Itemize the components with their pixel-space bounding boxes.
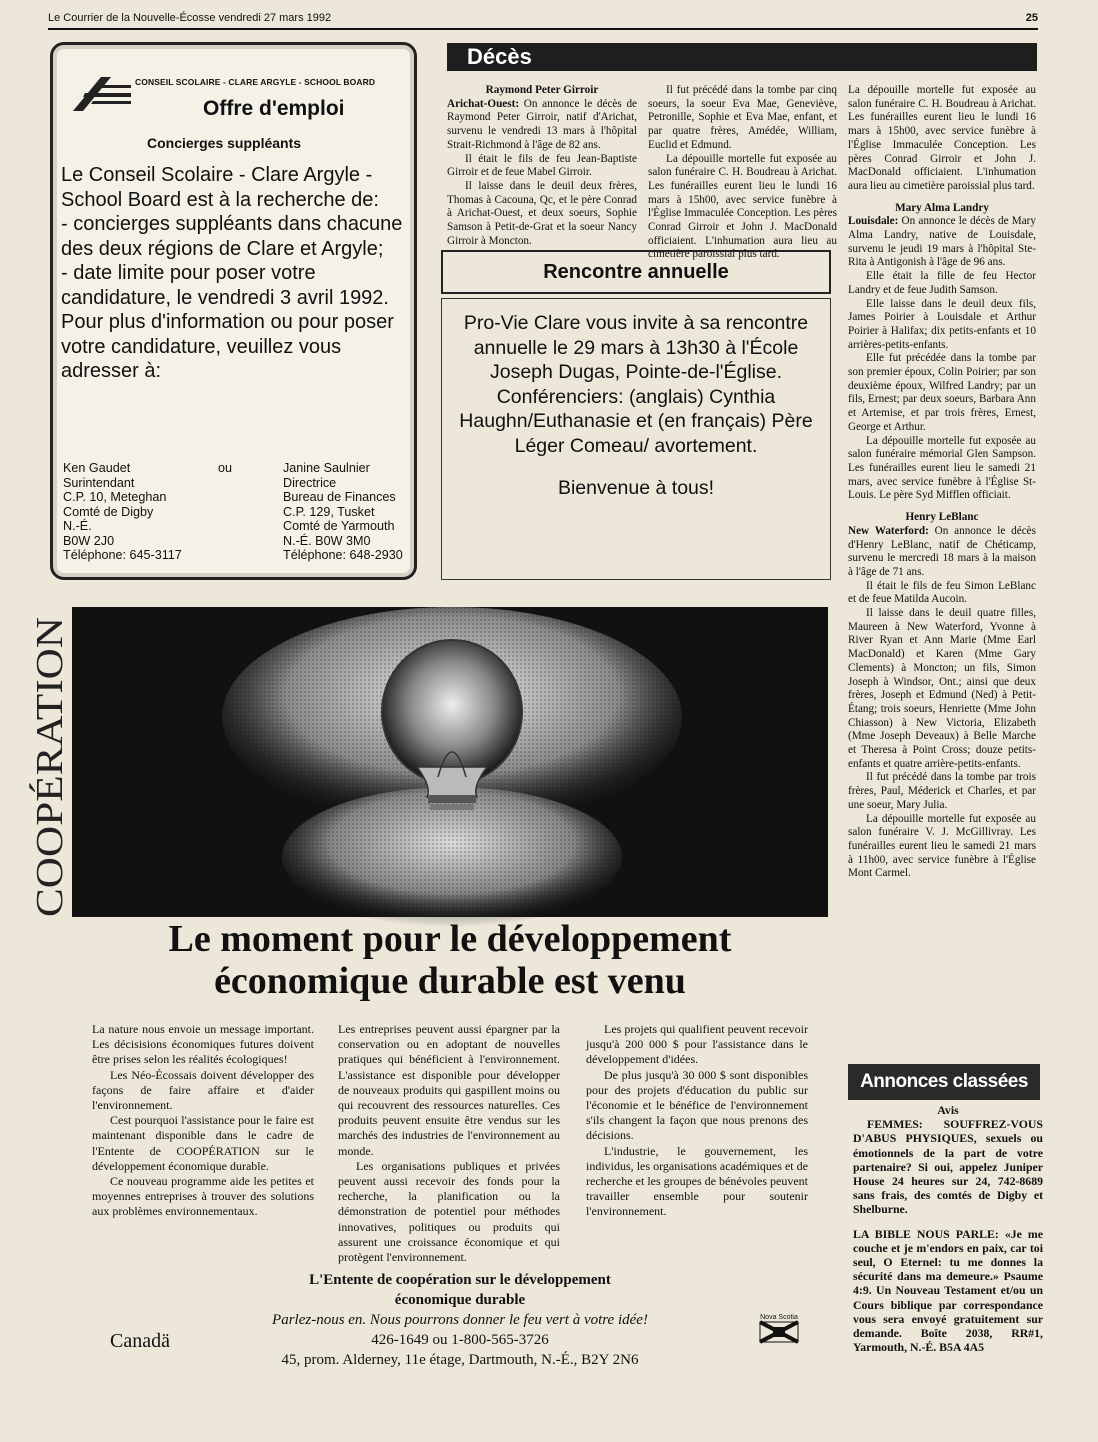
obituary-para xyxy=(848,525,1036,580)
cooperation-vertical-logo xyxy=(28,612,71,917)
footer-phone: 426-1649 ou 1-800-565-3726 xyxy=(371,1332,549,1348)
obituary-para: Il était le fils de feu Simon LeBlanc et de feue Matilda Aucoin. xyxy=(848,579,1036,606)
job-para: - date limite pour poser votre candidature, le vendredi 3 avril 1992. xyxy=(61,262,389,309)
classified-lead: LA BIBLE NOUS PARLE: xyxy=(853,1226,999,1241)
footer-address: 45, prom. Alderney, 11e étage, Dartmouth, N.-É., B2Y 2N6 xyxy=(281,1352,639,1368)
coop-para: Les Néo-Écossais doivent développer des façons de faire affaire et d'aider l'environnement. xyxy=(92,1067,314,1113)
classified-text: SOUFFREZ-VOUS D'ABUS PHYSIQUES, sexuels ou émotionnels de la part de votre partenaire? Si oui, appelez Juniper House 24 heures sur 24, 742-8689 sans frais, des comtés de Digby et Shelburne. xyxy=(853,1117,1043,1217)
obituary-name: Henry LeBlanc xyxy=(905,511,979,524)
coop-para: Ce nouveau programme aide les petites et moyennes entreprises à trouver des solutions aux problèmes environnementaux. xyxy=(92,1174,314,1219)
footer-title: économique durable xyxy=(394,1292,526,1308)
obituary-text: On annonce le décès de Mary Alma Landry, native de Louisdale, survenu le jeudi 19 mars à l'hôpital Ste-Rita à Antigonish à l'âge de 96 ans. xyxy=(848,215,1036,269)
classified-femmes xyxy=(853,1117,1043,1216)
obituary-para: Il était le fils de feu Jean-Baptiste Girroir et de feue Mabel Girroir. xyxy=(447,152,637,179)
job-para: - concierges suppléants dans chacune des deux régions de Clare et Argyle; xyxy=(61,213,403,260)
obituary-para: La dépouille mortelle fut exposée au salon funéraire C. H. Boudreau à Arichat. Les funérailles eurent lieu le lundi 16 mars à 15h00, avec service funèbre à l'Église Immaculée Conception. Les pères Conrad Girroir et John J. MacDonald officiaient. L'inhumation aura lieu au cimetière paroissial plus tard. xyxy=(648,152,837,261)
contact-line: N.-É. B0W 3M0 xyxy=(283,533,371,548)
obituary-place: Arichat-Ouest: xyxy=(447,97,520,110)
headline-line: Le moment pour le développement xyxy=(168,918,732,960)
coop-column-2 xyxy=(338,1022,560,1265)
lightbulb-icon xyxy=(72,607,828,917)
footer-tagline: Parlez-nous en. Nous pourrons donner le feu vert à votre idée! xyxy=(272,1312,648,1328)
contact-separator: ou xyxy=(218,461,233,475)
nova-scotia-logo xyxy=(750,1314,808,1345)
header-dateline: Le Courrier de la Nouvelle-Écosse vendredi 27 mars 1992 xyxy=(48,12,332,24)
coop-para: Les projets qui qualifient peuvent recevoir jusqu'à 200 000 $ pour l'assistance dans le développement d'idées. xyxy=(586,1022,808,1067)
obituary-column-1 xyxy=(447,84,637,246)
contact-line: C.P. 10, Meteghan xyxy=(63,490,167,504)
nova-scotia-label: Nova Scotia xyxy=(760,1314,798,1321)
obituary-para: Il laisse dans le deuil deux frères, Thomas à Cacouna, Qc, et le père Conrad à Arichat-Ouest, et deux soeurs, Sophie Samson à Petit-de-Grat et la soeur Nancy Girroir à Moncton. xyxy=(447,179,637,247)
page-number: 25 xyxy=(1025,12,1038,24)
classified-lead: FEMMES: xyxy=(867,1117,923,1132)
coop-para: Les entreprises peuvent aussi épargner par la conservation ou en adoptant de nouvelles pratiques qui bénéficient à l'environnement. L'assistance est disponible pour développer de nouveaux produits qui gaspillent moins ou qui recouvrent des ressources naturelles. Ces produits peuvent ensuite être vendus sur les marchés des industries de l'environnement au monde. xyxy=(338,1022,560,1158)
contact-line: Surintendant xyxy=(63,475,135,490)
obituary-para xyxy=(848,84,1036,194)
classified-heading: Avis xyxy=(937,1103,959,1117)
obituary-text: On annonce le décès d'Henry LeBlanc, natif de Chéticamp, survenu le mercredi 18 mars à la maison à l'âge de 71 ans. xyxy=(848,524,1036,578)
rencontre-body: Pro-Vie Clare vous invite à sa rencontre annuelle le 29 mars à 13h30 à l'École Joseph Dugas, Pointe-de-l'Église. Conférenciers: (anglais) Cynthia Haughn/Euthanasie et (en français) Père Léger Comeau/ avortement. xyxy=(459,312,813,457)
obituary-para: La dépouille mortelle fut exposée au salon funéraire V. J. McGillivray. Les funérailles eurent lieu le samedi 21 mars à 11h00, avec service funèbre à l'Église Mont Carmel. xyxy=(848,812,1036,880)
cooperation-word: COOPÉRATION xyxy=(29,653,71,917)
rencontre-title: Rencontre annuelle xyxy=(441,250,831,294)
coop-para: Cest pourquoi l'assistance pour le faire est maintenant disponible dans le cadre de l'Entente de COOPÉRATION sur le développement économique durable. xyxy=(92,1113,314,1173)
contact-line: Ken Gaudet xyxy=(63,461,131,475)
coop-para: La nature nous envoie un message important. Les décisisions économiques futures doivent être prises selon les réalités écologiques! xyxy=(92,1022,314,1067)
classifieds-title: Annonces classées xyxy=(848,1064,1040,1100)
obituary-para: Elle était la fille de feu Hector Landry et de feue Judith Samson. xyxy=(848,270,1036,296)
rencontre-box xyxy=(441,298,831,580)
obituary-para xyxy=(848,215,1036,270)
coop-column-1 xyxy=(92,1022,314,1220)
obituary-name: Raymond Peter Girroir xyxy=(485,84,599,96)
contact-janine-saulnier xyxy=(283,461,403,563)
job-para: Pour plus d'information ou pour poser votre candidature, veuillez vous adresser à: xyxy=(61,311,394,382)
obituary-para: Elle laisse dans le deuil deux fils, James Poirier à Louisdale et Arthur Poirier à Halifax; dix petits-enfants et 10 arrières-petits-enfants. xyxy=(848,297,1036,351)
obituary-text: On annonce le décès de Raymond Peter Girroir, natif d'Arichat, survenu le vendredi 13 mars à l'hôpital Strait-Richmond à l'âge de 82 ans. xyxy=(447,97,637,151)
lightbulb-illustration xyxy=(72,607,828,917)
obituary-name: Mary Alma Landry xyxy=(895,201,989,214)
obituary-para: Il fut précédé dans la tombe par trois frères, Paul, Méderick et Charles, et par une soeur, Mary Julia. xyxy=(848,771,1036,811)
obituary-column-3 xyxy=(848,84,1036,1056)
rencontre-welcome: Bienvenue à tous! xyxy=(557,477,715,499)
coop-para: L'industrie, le gouvernement, les individus, les organisations académiques et de recherche et les groupes de bénévoles peuvent travailler ensemble pour soutenir l'environnement. xyxy=(586,1143,808,1219)
contact-line: Téléphone: 648-2930 xyxy=(283,548,403,562)
job-subtitle: Concierges suppléants xyxy=(147,135,302,151)
footer-title: L'Entente de coopération sur le développement xyxy=(309,1272,611,1288)
contact-line: B0W 2J0 xyxy=(63,533,115,548)
job-body xyxy=(61,163,413,384)
obituary-para: La dépouille mortelle fut exposée au salon funéraire mémorial Glen Sampson. Les funérailles eurent lieu le samedi 21 mars, avec service funèbre à l'Église St-Louis. Le père Syd Mifflen officiait. xyxy=(848,434,1036,502)
obituary-para: Il fut précédé dans la tombe par cinq soeurs, la soeur Eva Mae, Geneviève, Petronille, Sophie et Eva Mae, enfant, et par quatre frères, Amédée, William, Euclid et Edmund. xyxy=(648,84,837,151)
classifieds-body xyxy=(853,1103,1043,1354)
contact-line: N.-É. xyxy=(63,519,92,533)
coop-column-3 xyxy=(586,1022,808,1220)
job-title: Offre d'emploi xyxy=(203,97,345,120)
contact-line: Comté de Yarmouth xyxy=(283,519,395,533)
contact-line: Comté de Digby xyxy=(63,504,154,519)
coop-para: De plus jusqu'à 30 000 $ sont disponibles pour des projets d'éducation du public sur l'économie et le bénéfice de l'environnement s'ils changent la façon que nous prenons des décisions. xyxy=(586,1067,808,1143)
contact-line: C.P. 129, Tusket xyxy=(283,504,375,519)
contact-ken-gaudet xyxy=(63,461,182,563)
canada-wordmark: Canadä xyxy=(110,1330,170,1352)
obituary-para xyxy=(447,98,637,153)
obituary-para: Il laisse dans le deuil quatre filles, Maureen à New Waterford, Yvonne à River Ryan et Ann Marie (Mme Earl MacDonald) et Karen (Mme Gary Clements) à Moncton; un fils, Simon Joseph à Windsor, Ont.; ainsi que deux frères, Joseph et Edmund (Ned) à Petit-Étang; trois soeurs, Henriette (Mme John Chiasson) à New Victoria, Elizabeth (Mme Joseph Deveaux) à Belle Marche et Theresa à Point Cross; douze petits-enfants et quatre arrière-petits-enfants. xyxy=(848,607,1036,770)
classified-bible xyxy=(853,1227,1043,1355)
obituary-place: New Waterford: xyxy=(848,524,929,537)
headline-line: économique durable est venu xyxy=(214,960,686,1002)
obituary-para: Elle fut précédée dans la tombe par son premier époux, Colin Poirier; par son deuxième époux, Wilfred Landry; par un fils, Ernest; par deux soeurs, Barbara Ann et Artemise, et par trois frères, Ernest, George et Arthur. xyxy=(848,352,1036,433)
coop-headline xyxy=(72,918,828,1002)
obituary-column-2 xyxy=(648,84,837,261)
page-header xyxy=(48,10,1038,30)
classified-text: «Je me couche et je m'endors en paix, car toi seul, O Eternel: tu me donnes la sécurité dans ma demeure.» Psaume 4:9. Un Nouveau Testament et/ou un Cours biblique par correspondance vous sera envoyé gratuitement sur demande. Boîte 2038, RR#1, Yarmouth, N.-É. B5A 4A5 xyxy=(853,1226,1043,1355)
obituary-place: Louisdale: xyxy=(848,215,899,228)
obituary-text: La dépouille mortelle fut exposée au salon funéraire C. H. Boudreau à Arichat. Les funérailles eurent lieu le lundi 16 mars à 15h00, avec service funèbre à l'Église Immaculée Conception. Les pères Conrad Girroir et John J. MacDonald officiaient. L'inhumation aura lieu au cimetière paroissial plus tard. xyxy=(848,84,1036,192)
job-para: Le Conseil Scolaire - Clare Argyle - School Board est à la recherche de: xyxy=(61,164,379,211)
contact-line: Bureau de Finances xyxy=(283,490,396,504)
deces-section-title: Décès xyxy=(447,43,1037,71)
contact-line: Directrice xyxy=(283,475,337,490)
board-name: CONSEIL SCOLAIRE - CLARE ARGYLE - SCHOOL BOARD xyxy=(135,77,376,87)
contact-line: Janine Saulnier xyxy=(283,461,370,475)
job-offer-ad xyxy=(50,42,417,580)
contact-line: Téléphone: 645-3117 xyxy=(63,548,182,562)
coop-para: Les organisations publiques et privées peuvent aussi recevoir des fonds pour la recherche, la planification ou la démonstration de potentiel pour méthodes innovatives, politiques ou produits qui assurent une croissance économique et qui protègent l'environnement. xyxy=(338,1158,560,1265)
coop-footer xyxy=(260,1270,660,1370)
nova-scotia-flag-icon xyxy=(759,1321,799,1343)
school-board-logo-icon xyxy=(71,73,133,113)
